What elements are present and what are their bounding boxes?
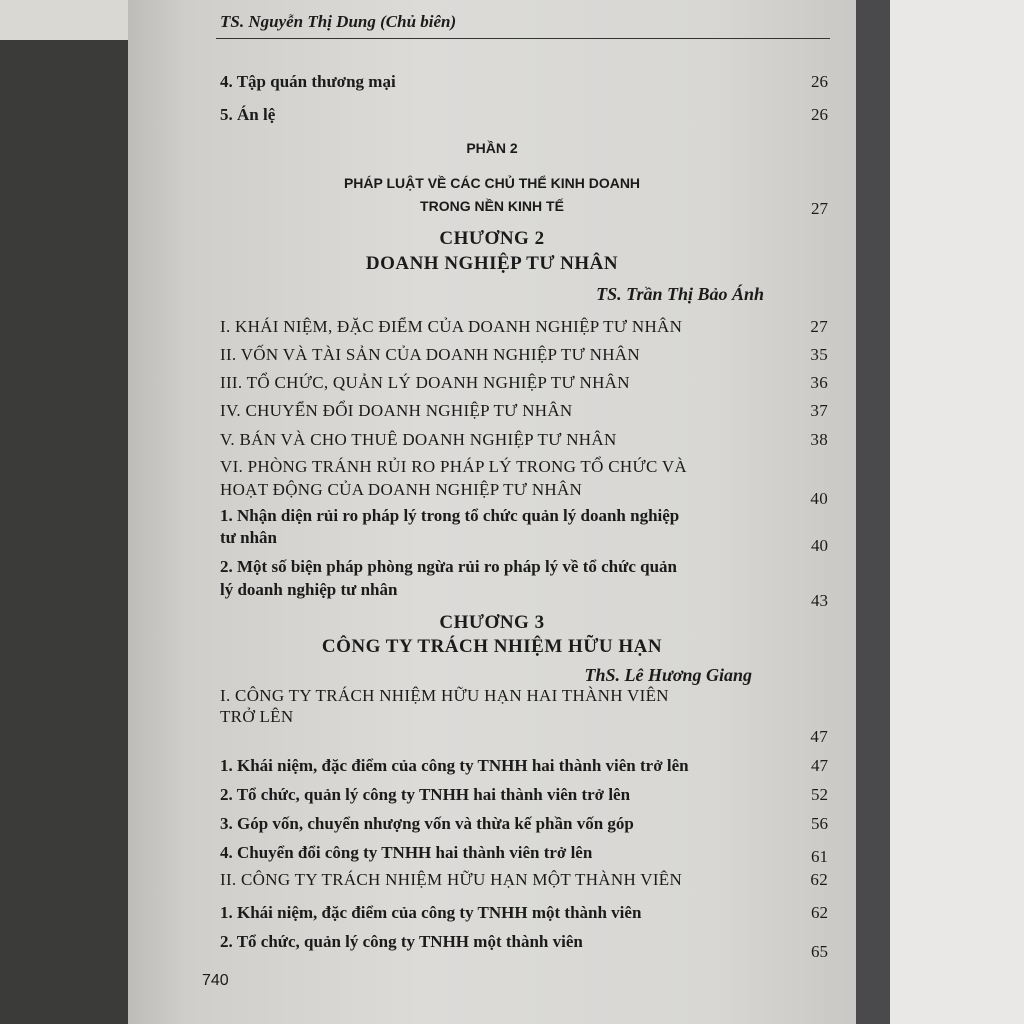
toc-sub-title: 2. Tổ chức, quản lý công ty TNHH một thành viên <box>220 932 583 951</box>
toc-entry-title: VI. PHÒNG TRÁNH RỦI RO PHÁP LÝ TRONG TỔ CHỨC VÀ <box>220 457 687 476</box>
toc-sub-title: 2. Một số biện pháp phòng ngừa rủi ro pháp lý về tổ chức quản <box>220 557 677 576</box>
toc-sub-title: 4. Chuyển đổi công ty TNHH hai thành viên trở lên <box>220 843 593 862</box>
toc-entry-page: 40 <box>810 489 828 508</box>
toc-sub-page: 61 <box>811 847 828 866</box>
toc-sub-page: 43 <box>811 591 828 610</box>
chapter-label: CHƯƠNG 3 <box>439 612 545 633</box>
toc-entry-title: I. KHÁI NIỆM, ĐẶC ĐIỂM CỦA DOANH NGHIỆP TƯ NHÂN <box>220 317 683 336</box>
part-page: 27 <box>811 199 828 218</box>
chapter-title: DOANH NGHIỆP TƯ NHÂN <box>365 253 619 274</box>
book-page <box>128 0 856 1024</box>
toc-entry-page: 26 <box>811 105 828 124</box>
header-rule <box>216 38 830 39</box>
toc-sub-title: 2. Tổ chức, quản lý công ty TNHH hai thành viên trở lên <box>220 785 631 804</box>
toc-sub-page: 65 <box>811 942 828 961</box>
chapter-label: CHƯƠNG 2 <box>439 228 545 249</box>
part-label: PHẦN 2 <box>466 140 518 156</box>
toc-entry-title: HOẠT ĐỘNG CỦA DOANH NGHIỆP TƯ NHÂN <box>220 480 583 499</box>
part-title-line2: TRONG NỀN KINH TẾ <box>420 198 564 214</box>
toc-entry-title: I. CÔNG TY TRÁCH NHIỆM HỮU HẠN HAI THÀNH VIÊN <box>220 686 669 705</box>
toc-sub-page: 47 <box>811 756 828 775</box>
toc-entry-page: 26 <box>811 72 828 91</box>
toc-entry-page: 27 <box>810 317 828 336</box>
running-head: TS. Nguyễn Thị Dung (Chủ biên) <box>220 12 457 31</box>
toc-entry-title: II. CÔNG TY TRÁCH NHIỆM HỮU HẠN MỘT THÀNH VIÊN <box>220 870 683 889</box>
toc-entry-page: 37 <box>810 401 828 420</box>
toc-entry-page: 36 <box>810 373 828 392</box>
toc-entry-page: 62 <box>810 870 828 889</box>
toc-sub-title: 3. Góp vốn, chuyển nhượng vốn và thừa kế phần vốn góp <box>220 814 634 833</box>
toc-sub-page: 40 <box>811 536 828 555</box>
toc-sub-title: tư nhân <box>220 528 277 547</box>
toc-entry-title: V. BÁN VÀ CHO THUÊ DOANH NGHIỆP TƯ NHÂN <box>220 430 617 449</box>
toc-entry-title: II. VỐN VÀ TÀI SẢN CỦA DOANH NGHIỆP TƯ NHÂN <box>220 345 640 364</box>
toc-entry-page: 47 <box>810 727 828 746</box>
chapter-title: CÔNG TY TRÁCH NHIỆM HỮU HẠN <box>321 636 663 657</box>
toc-entry-title: 4. Tập quán thương mại <box>220 72 396 91</box>
toc-sub-title: 1. Khái niệm, đặc điểm của công ty TNHH hai thành viên trở lên <box>220 756 689 775</box>
toc-sub-title: lý doanh nghiệp tư nhân <box>220 580 398 599</box>
chapter-author: TS. Trần Thị Bảo Ánh <box>596 284 764 304</box>
toc-entry-page: 38 <box>810 430 828 449</box>
toc-sub-page: 62 <box>811 903 828 922</box>
toc-entry-title: TRỞ LÊN <box>220 707 294 726</box>
toc-entry-page: 35 <box>810 345 828 364</box>
toc-entry-title: 5. Án lệ <box>220 105 276 124</box>
toc-sub-title: 1. Khái niệm, đặc điểm của công ty TNHH một thành viên <box>220 903 642 922</box>
toc-sub-title: 1. Nhận diện rủi ro pháp lý trong tổ chức quản lý doanh nghiệp <box>220 506 680 525</box>
background-left <box>0 0 140 1024</box>
toc-sub-page: 56 <box>811 814 828 833</box>
chapter-author: ThS. Lê Hương Giang <box>584 665 752 685</box>
toc-entry-title: IV. CHUYỂN ĐỔI DOANH NGHIỆP TƯ NHÂN <box>220 401 573 420</box>
toc-entry-title: III. TỔ CHỨC, QUẢN LÝ DOANH NGHIỆP TƯ NHÂN <box>220 373 630 392</box>
toc-sub-page: 52 <box>811 785 828 804</box>
part-title-line1: PHÁP LUẬT VỀ CÁC CHỦ THỂ KINH DOANH <box>343 175 641 191</box>
page-number: 740 <box>202 972 229 989</box>
